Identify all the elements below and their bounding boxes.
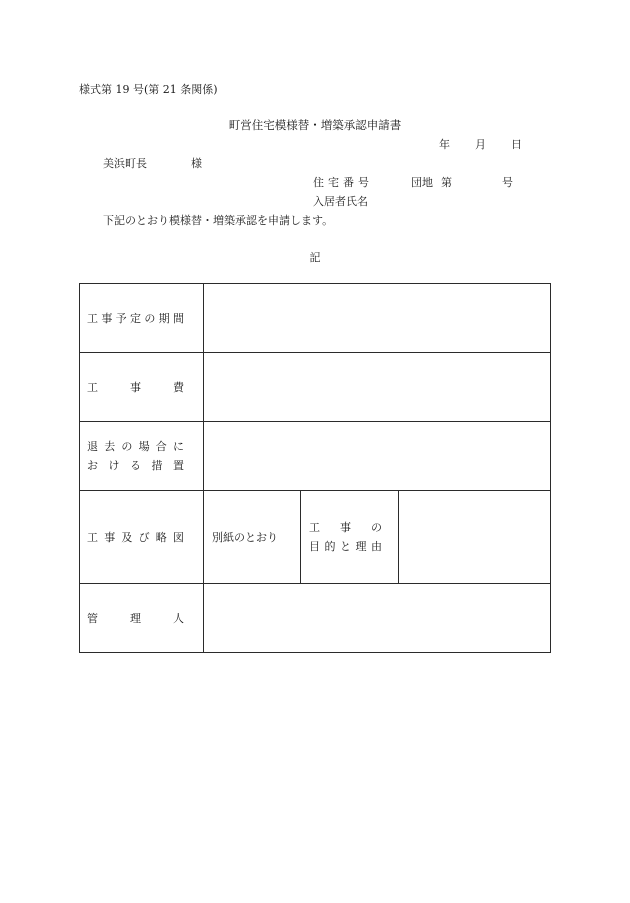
purpose-label: 工 事 の 目 的 と 理 由 (301, 491, 399, 583)
addressee-name: 美浜町長 (103, 157, 147, 170)
manager-value[interactable] (204, 584, 551, 653)
addressee (103, 155, 202, 171)
table-row-move-out (80, 422, 551, 491)
housing-number-suffix: 号 (502, 176, 513, 189)
housing-number-label: 住宅番号 (313, 176, 373, 189)
ki-heading: 記 (309, 251, 321, 264)
sketch-label: 工 事 及 び 略 図 (80, 491, 204, 584)
sketch-inner-table (204, 491, 550, 583)
table-row-period (80, 284, 551, 353)
move-out-label: 退 去 の 場 合 に お け る 措 置 (80, 422, 204, 491)
date-month: 月 (475, 138, 486, 151)
sketch-row-content (204, 491, 551, 584)
resident-name-label: 入居者氏名 (313, 195, 368, 208)
record-table (79, 283, 551, 653)
cost-label: 工 事 費 (80, 353, 204, 422)
housing-complex: 団地 (411, 176, 433, 189)
form-id: 様式第 19 号(第 21 条関係) (79, 83, 218, 96)
cost-value[interactable] (204, 353, 551, 422)
housing-number-line (313, 174, 513, 190)
table-row-cost (80, 353, 551, 422)
sketch-value: 別紙のとおり (204, 491, 301, 583)
move-out-value[interactable] (204, 422, 551, 491)
purpose-value[interactable] (399, 491, 551, 583)
date-day: 日 (511, 138, 522, 151)
table-row-sketch (80, 491, 551, 584)
manager-label: 管 理 人 (80, 584, 204, 653)
period-value[interactable] (204, 284, 551, 353)
addressee-honorific: 様 (191, 157, 202, 170)
table-row-manager (80, 584, 551, 653)
document-title: 町営住宅模様替・増築承認申請書 (228, 118, 402, 132)
intro-text: 下記のとおり模様替・増築承認を申請します。 (103, 214, 334, 227)
date-line (439, 136, 522, 152)
date-year: 年 (439, 138, 450, 151)
period-label: 工 事 予 定 の 期 間 (80, 284, 204, 353)
housing-number-prefix: 第 (441, 176, 452, 189)
